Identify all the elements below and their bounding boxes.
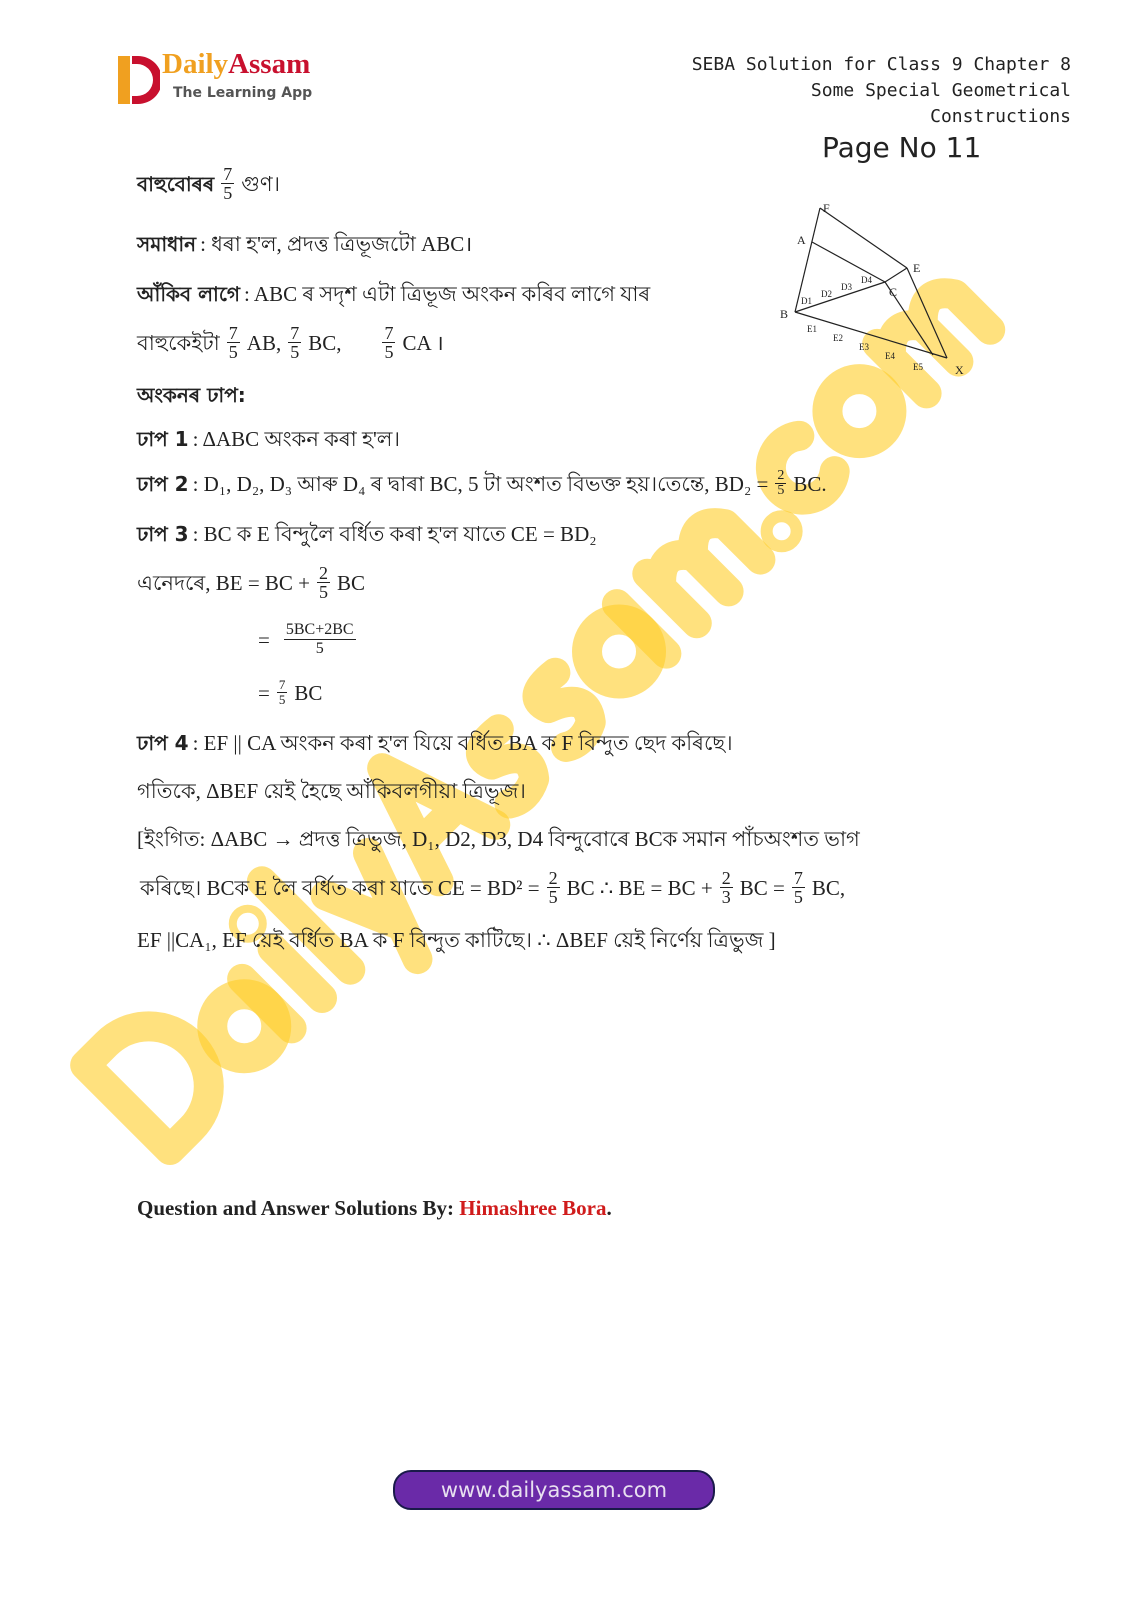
text-line: [ইংগিত: ΔABC → প্ৰদত্ত ত্ৰিভুজ, D₁, D2, D3, D4 বিন্দুবোৰে BCক সমান পাঁচঅংশত ভাগ [137,827,860,851]
diagram-label: E2 [833,333,843,343]
text-line: EF ||CA₁, EF য়েই বৰ্ধিত BA ক F বিন্দুত কাটিছে। ∴ ΔBEF য়েই নিৰ্ণেয় ত্ৰিভুজ ] [137,928,776,952]
diagram-label: X [955,363,964,377]
text-line: সমাধান : ধৰা হ'ল, প্ৰদত্ত ত্ৰিভূজটো ABC। [137,232,473,256]
text-line: ঢাপ 3 : BC ক E বিন্দুলৈ বৰ্ধিত কৰা হ'ল যাতে CE = BD₂ [137,522,597,546]
diagram-label: D2 [821,289,832,299]
logo-icon [118,54,160,106]
author-credit: Question and Answer Solutions By: Himashree Bora. [137,1196,612,1220]
diagram-label: A [797,233,806,247]
fraction: $\frac{7}{5}$ [223,164,233,203]
diagram-label: D3 [841,282,852,292]
text-line: কৰিছে। BCক E লৈ বৰ্ধিত কৰা যাতে CE = BD² = $\frac{2}{5}$ BC ∴ BE = BC + $\frac{2}{3}$ BC = $\frac{7}{5}$ BC, [140,868,846,907]
doc-title-line: Constructions [930,106,1071,127]
text-line: ঢাপ 1 : ΔABC অংকন কৰা হ'ল। [137,427,400,451]
diagram-label: E3 [859,342,869,352]
diagram-label: B [780,307,789,321]
brand-tagline: The Learning App [173,85,313,101]
text-line: = $\frac{5BC+2BC}{5}$ [258,621,354,657]
text-line: গতিকে, ΔBEF য়েই হৈছে আঁকিবলগীয়া ত্ৰিভূজ। [137,779,526,803]
diagram-label: E1 [807,324,817,334]
text-line: এনেদৰে, BE = BC + $\frac{2}{5}$ BC [137,563,366,602]
page-number: Page No 11 [822,131,982,164]
brand-name: DailyAssam [162,48,311,80]
text-line: বাহুকেইটা $\frac{7}{5}$ AB, $\frac{7}{5}$ BC, $\frac{7}{5}$ CA । [137,323,444,362]
diagram-label: E5 [913,362,923,372]
diagram-label: E4 [885,351,895,361]
diagram-label: D4 [861,275,872,285]
text-line: ঢাপ 4 : EF || CA অংকন কৰা হ'ল যিয়ে বৰ্ধিত BA ক F বিন্দুত ছেদ কৰিছে। [137,731,733,755]
text-line: = $\frac{7}{5}$ BC [258,677,323,707]
doc-title-line: Some Special Geometrical [810,80,1071,101]
diagram-label: D1 [801,296,812,306]
solution-body [137,165,967,954]
doc-title-line: SEBA Solution for Class 9 Chapter 8 [691,54,1071,75]
text-line: আঁকিব লাগে : ABC ৰ সদৃশ এটা ত্ৰিভূজ অংকন কৰিব লাগে যাৰ [137,282,651,306]
diagram-label: E [913,261,921,275]
section-heading: অংকনৰ ঢাপ: [137,383,246,407]
diagram-label: F [823,201,830,215]
website-link[interactable]: www.dailyassam.com [393,1470,715,1510]
text-line: ঢাপ 2 : D₁, D₂, D₃ আৰু D₄ ৰ দ্বাৰা BC, 5 টা অংশত বিভক্ত হয়।তেন্তে, BD₂ = $\frac{2}{5}$ BC. [137,468,827,498]
text-line: বাহুবোৰৰ $\frac{7}{5}$ গুণ। [137,164,281,203]
diagram-label: C [889,285,898,299]
